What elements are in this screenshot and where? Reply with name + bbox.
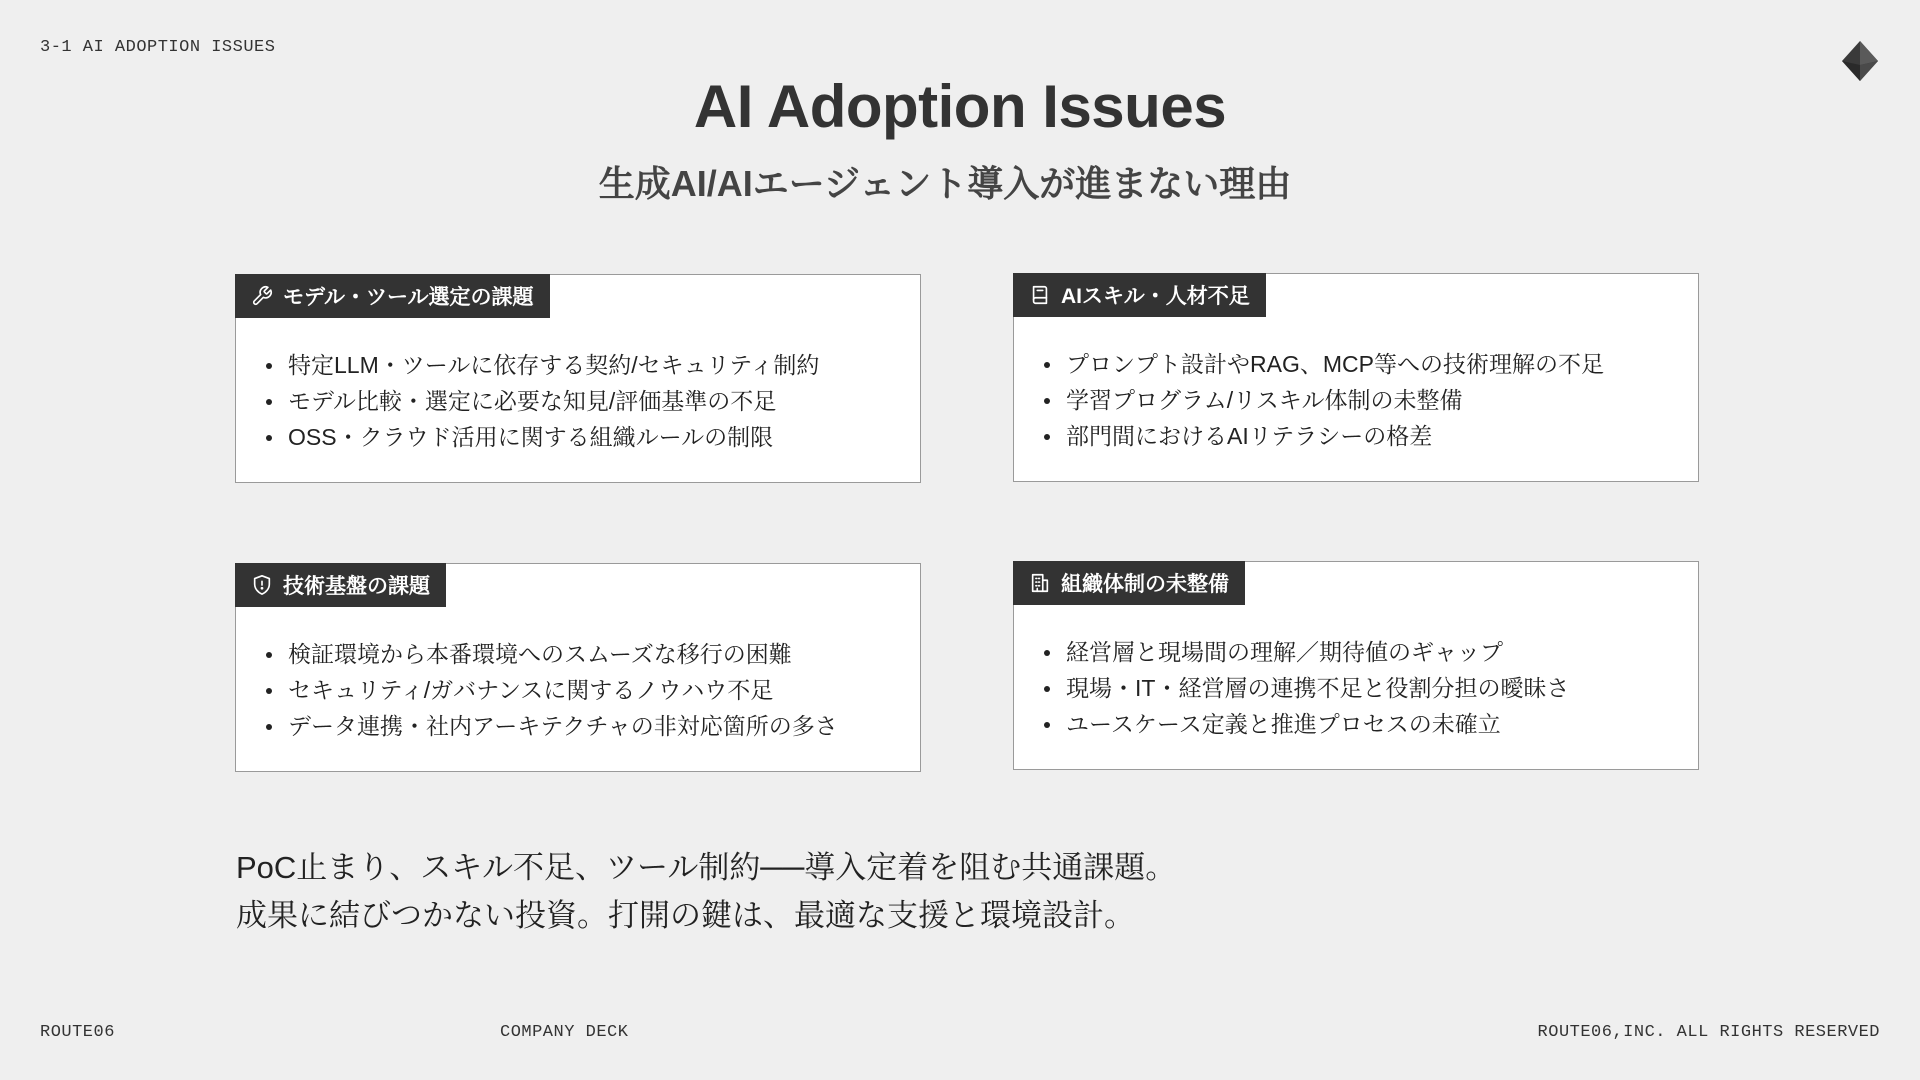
card-header xyxy=(235,274,550,318)
list-item: データ連携・社内アーキテクチャの非対応箇所の多さ xyxy=(288,708,838,744)
card-header xyxy=(235,563,446,607)
list-item: セキュリティ/ガバナンスに関するノウハウ不足 xyxy=(288,672,838,708)
list-item: プロンプト設計やRAG、MCP等への技術理解の不足 xyxy=(1066,346,1604,382)
book-icon xyxy=(1029,284,1051,306)
list-item: ユースケース定義と推進プロセスの未確立 xyxy=(1066,706,1569,742)
page-subtitle: 生成AI/AIエージェント導入が進まない理由 xyxy=(598,163,1292,204)
footer-company: ROUTE06 xyxy=(40,1023,115,1042)
building-icon xyxy=(1029,572,1051,594)
section-label: 3-1 AI ADOPTION ISSUES xyxy=(40,38,276,57)
list-item: モデル比較・選定に必要な知見/評価基準の不足 xyxy=(288,383,819,419)
issue-card-model-tool xyxy=(235,274,921,483)
list-item: 現場・IT・経営層の連携不足と役割分担の曖昧さ xyxy=(1066,670,1569,706)
issue-card-tech-infra xyxy=(235,563,921,772)
card-title: AIスキル・人材不足 xyxy=(1061,285,1250,308)
footer-copyright: ROUTE06,INC. ALL RIGHTS RESERVED xyxy=(1537,1023,1880,1042)
issue-card-ai-skills xyxy=(1013,273,1699,482)
list-item: 特定LLM・ツールに依存する契約/セキュリティ制約 xyxy=(288,347,819,383)
list-item: 学習プログラム/リスキル体制の未整備 xyxy=(1066,382,1604,418)
list-item: 検証環境から本番環境へのスムーズな移行の困難 xyxy=(288,636,838,672)
list-item: 経営層と現場間の理解／期待値のギャップ xyxy=(1066,634,1569,670)
tagline-line-2: 成果に結びつかない投資。打開の鍵は、最適な支援と環境設計。 xyxy=(236,898,1135,933)
card-title: 技術基盤の課題 xyxy=(283,575,430,598)
card-title: 組織体制の未整備 xyxy=(1061,573,1229,596)
issue-list xyxy=(1014,634,1569,742)
card-header xyxy=(1013,273,1266,317)
issue-list xyxy=(236,347,819,455)
list-item: OSS・クラウド活用に関する組織ルールの制限 xyxy=(288,419,819,455)
card-header xyxy=(1013,561,1245,605)
issue-list xyxy=(236,636,838,744)
tagline-line-1: PoC止まり、スキル不足、ツール制約──導入定着を阻む共通課題。 xyxy=(236,850,1177,885)
list-item: 部門間におけるAIリテラシーの格差 xyxy=(1066,418,1604,454)
issue-list xyxy=(1014,346,1604,454)
summary-tagline xyxy=(236,844,1176,940)
page-title: AI Adoption Issues xyxy=(693,73,1227,140)
issue-card-organization xyxy=(1013,561,1699,770)
shield-icon xyxy=(251,574,273,596)
card-title: モデル・ツール選定の課題 xyxy=(283,286,534,309)
footer-deck-label: COMPANY DECK xyxy=(500,1023,629,1042)
wrench-icon xyxy=(251,285,273,307)
